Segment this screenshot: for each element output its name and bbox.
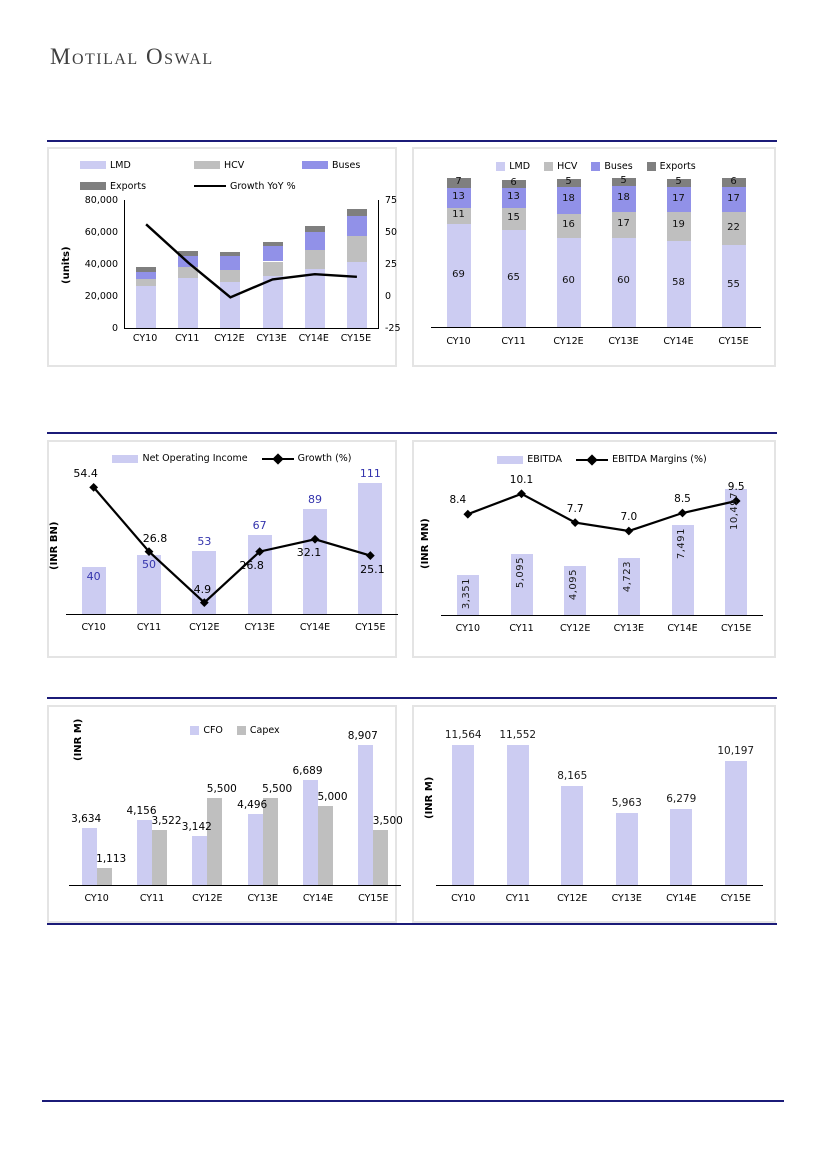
legend-label: Growth YoY % <box>230 180 296 192</box>
line-label: 7.0 <box>620 511 638 523</box>
legend-label: HCV <box>557 161 578 172</box>
line-label: 8.4 <box>449 494 467 507</box>
legend-label: CFO <box>203 725 223 736</box>
segment-label: 22 <box>727 221 740 233</box>
legend-label: Buses <box>332 159 361 171</box>
x-tick-label: CY13E <box>611 893 642 904</box>
bar-label: 4,095 <box>568 568 580 601</box>
chart-panel-inr-m <box>412 705 776 923</box>
bar-label: 3,142 <box>181 820 212 833</box>
legend-item <box>112 453 247 464</box>
x-tick-label: CY10 <box>84 893 109 904</box>
segment-label: 5 <box>675 176 682 188</box>
x-tick-label: CY15E <box>720 623 752 634</box>
bar <box>725 761 747 885</box>
growth-line <box>125 200 378 328</box>
legend-swatch <box>302 161 328 169</box>
bar-label: 5,500 <box>206 783 237 796</box>
bar-label: 1,113 <box>96 852 127 865</box>
bar <box>452 745 474 885</box>
legend-swatch <box>190 726 199 735</box>
x-tick-label: CY15E <box>720 893 751 904</box>
y-axis-title: (INR BN) <box>49 521 60 571</box>
x-tick-label: CY12E <box>214 333 245 344</box>
y2-tick-label: -25 <box>385 323 401 334</box>
bar <box>670 809 692 885</box>
x-tick-label: CY11 <box>139 893 165 904</box>
bar-label: 8,165 <box>557 769 588 782</box>
legend-row <box>194 180 296 192</box>
legend-label: EBITDA <box>527 454 563 465</box>
bar-label: 5,963 <box>611 796 642 809</box>
legend-line-swatch <box>576 459 608 461</box>
bar <box>561 786 583 885</box>
legend-line-swatch <box>262 458 294 460</box>
brand-logo: Motilal Oswal <box>50 44 214 69</box>
bar-label: 5,095 <box>514 556 526 589</box>
legend-swatch <box>544 162 553 171</box>
legend-swatch <box>80 182 106 190</box>
segment-label: 16 <box>562 218 575 230</box>
bar-label: 89 <box>308 492 322 506</box>
y-tick-label: 40,000 <box>84 259 118 270</box>
line-label: 10.1 <box>509 473 534 486</box>
legend-swatch <box>80 161 106 169</box>
y2-tick-label: 75 <box>385 195 398 206</box>
bar-capex <box>318 806 333 885</box>
line-marker <box>311 535 320 544</box>
x-tick-label: CY13E <box>244 622 275 633</box>
legend-swatch <box>591 162 600 171</box>
legend-item <box>544 161 577 172</box>
segment-label: 6 <box>510 177 517 188</box>
x-tick-label: CY10 <box>132 333 158 344</box>
chart-panel-ebitda <box>412 440 776 658</box>
legend-item <box>194 181 296 192</box>
y-axis-title: (INR MN) <box>420 518 431 570</box>
legend <box>431 160 761 173</box>
x-tick-label: CY13E <box>256 333 287 344</box>
segment-label: 17 <box>727 192 740 204</box>
legend-label: Net Operating Income <box>142 453 248 464</box>
segment-label: 15 <box>507 212 520 223</box>
legend-line-swatch <box>194 185 226 187</box>
x-tick-label: CY15E <box>355 622 386 633</box>
legend-label: Buses <box>604 161 633 172</box>
legend-row <box>194 159 244 171</box>
y2-tick-label: 25 <box>385 259 398 270</box>
chart-net-operating-income <box>49 442 395 656</box>
x-tick-label: CY15E <box>340 333 372 344</box>
bar-label: 6,279 <box>666 792 697 805</box>
y-axis-title: (INR M) <box>424 776 435 820</box>
x-tick-label: CY14E <box>663 336 694 347</box>
x-tick-label: CY14E <box>298 333 329 344</box>
bar-capex <box>152 830 167 886</box>
bar-label: 3,351 <box>460 577 472 609</box>
line-label: 25.1 <box>360 562 385 576</box>
line-marker <box>571 518 580 527</box>
bar-cfo <box>137 820 152 885</box>
legend-swatch <box>112 455 138 463</box>
line-label: 32.1 <box>296 546 322 560</box>
segment-label: 58 <box>672 276 685 288</box>
segment-label: 7 <box>455 176 462 188</box>
line-marker <box>463 510 472 519</box>
segment-label: 17 <box>672 192 685 204</box>
bar-label: 67 <box>252 518 267 532</box>
legend-item <box>591 161 632 172</box>
bar-cfo <box>192 836 207 886</box>
plot-area <box>441 477 763 616</box>
legend-item <box>80 160 131 171</box>
line-marker <box>517 489 526 498</box>
bar-label: 7,491 <box>675 528 687 560</box>
chart-volume-mix <box>414 149 774 365</box>
x-tick-label: CY11 <box>136 622 162 633</box>
bar-label: 40 <box>86 569 101 583</box>
x-tick-label: CY14E <box>299 622 331 633</box>
x-tick-label: CY13E <box>608 336 639 347</box>
section-rule-2 <box>47 432 777 434</box>
bar-label: 111 <box>359 466 381 480</box>
segment-label: 19 <box>672 219 685 231</box>
segment-label: 18 <box>617 191 630 203</box>
segment-label: 13 <box>452 191 465 203</box>
legend-item <box>576 454 707 465</box>
line-series <box>441 477 763 615</box>
segment-label: 65 <box>507 271 520 283</box>
x-tick-label: CY11 <box>175 333 200 344</box>
legend-swatch <box>237 726 246 735</box>
x-tick-label: CY15E <box>358 893 389 904</box>
section-rule-1 <box>47 140 777 142</box>
segment-label: 11 <box>452 209 465 220</box>
legend-swatch <box>647 162 656 171</box>
plot-area <box>124 200 379 329</box>
bar-label: 3,522 <box>151 814 182 827</box>
x-tick-label: CY10 <box>81 622 106 633</box>
legend-label: Growth (%) <box>297 453 352 464</box>
x-tick-label: CY11 <box>501 336 526 347</box>
segment-label: 17 <box>617 217 630 229</box>
y2-tick-label: 0 <box>385 291 392 302</box>
y-tick-label: 80,000 <box>84 195 118 206</box>
legend-label: Exports <box>110 180 147 192</box>
bar-label: 4,723 <box>621 561 633 593</box>
legend <box>66 452 398 465</box>
y-tick-label: 0 <box>111 323 118 334</box>
segment-label: 5 <box>565 176 572 188</box>
bar-label: 8,907 <box>347 729 378 742</box>
chart-panel-volume-units <box>47 147 401 367</box>
legend-item <box>80 181 146 192</box>
y-axis-title: (INR M) <box>73 718 84 762</box>
y2-tick-label: 50 <box>385 227 398 238</box>
legend-swatch <box>497 456 523 464</box>
legend-row <box>80 159 131 171</box>
chart-panel-net-operating-income <box>47 440 397 658</box>
x-tick-label: CY12E <box>189 622 220 633</box>
segment-label: 6 <box>730 175 737 187</box>
segment-label: 69 <box>452 268 465 280</box>
legend-item <box>190 725 223 736</box>
x-tick-label: CY14E <box>666 893 697 904</box>
bar-capex <box>263 798 278 885</box>
x-tick-label: CY12E <box>557 893 588 904</box>
section-rule-4 <box>47 923 777 925</box>
legend-item <box>237 725 280 736</box>
segment-label: 5 <box>620 174 627 186</box>
legend-item <box>496 161 530 172</box>
segment-label: 60 <box>617 275 630 287</box>
footer-rule <box>42 1100 784 1102</box>
bar-label: 5,500 <box>262 783 293 796</box>
legend-label: LMD <box>509 161 531 172</box>
bar-label: 10,497 <box>729 492 741 530</box>
line-label: 26.8 <box>239 558 264 572</box>
bar-capex <box>97 868 112 886</box>
legend-label: LMD <box>110 159 131 171</box>
legend <box>441 453 763 466</box>
line-label: 26.8 <box>142 531 168 545</box>
legend-item <box>262 453 352 464</box>
bar-label: 10,197 <box>717 745 755 758</box>
bar-label: 4,156 <box>126 804 157 817</box>
bar-label: 3,500 <box>372 814 403 827</box>
legend-item <box>194 160 244 171</box>
bar-capex <box>207 798 222 885</box>
x-tick-label: CY13E <box>613 623 645 634</box>
bar-label: 4,496 <box>237 799 268 812</box>
chart-inr-m <box>414 707 774 921</box>
bar-label: 11,564 <box>444 728 482 741</box>
chart-panel-cfo-capex <box>47 705 403 923</box>
legend-swatch <box>496 162 505 171</box>
x-tick-label: CY11 <box>509 623 534 634</box>
legend-item <box>647 161 696 172</box>
legend-item <box>497 454 562 465</box>
x-tick-label: CY13E <box>247 893 278 904</box>
legend-label: EBITDA Margins (%) <box>612 454 707 465</box>
chart-ebitda <box>414 442 774 656</box>
legend-label: HCV <box>224 159 245 171</box>
line-label: 9.5 <box>727 481 745 493</box>
chart-panel-volume-mix <box>412 147 776 367</box>
y-tick-label: 20,000 <box>84 291 118 302</box>
y-axis-title: (units) <box>61 246 72 284</box>
x-tick-label: CY12E <box>559 623 591 634</box>
section-rule-3 <box>47 697 777 699</box>
line-label: 54.4 <box>73 467 98 481</box>
legend-label: Capex <box>249 725 280 736</box>
segment-label: 13 <box>507 191 520 203</box>
bar-cfo <box>248 814 263 885</box>
y-tick-label: 60,000 <box>84 227 118 238</box>
x-tick-label: CY14E <box>302 893 334 904</box>
bar-label: 6,689 <box>292 764 323 777</box>
x-tick-label: CY11 <box>505 893 530 904</box>
bar-label: 53 <box>197 535 212 549</box>
legend-label: Exports <box>659 161 696 172</box>
segment-label: 18 <box>562 193 575 205</box>
line-marker <box>366 551 375 560</box>
legend-swatch <box>194 161 220 169</box>
segment-label: 55 <box>727 279 740 290</box>
bar-label: 50 <box>142 557 156 571</box>
line-label: 7.7 <box>566 502 584 515</box>
line-label: 8.5 <box>674 493 691 505</box>
x-tick-label: CY12E <box>192 893 223 904</box>
x-tick-label: CY15E <box>718 336 749 347</box>
x-tick-label: CY14E <box>667 623 698 634</box>
bar-label: 3,634 <box>71 812 102 825</box>
bar <box>507 745 529 885</box>
bar-capex <box>373 830 388 885</box>
legend-row <box>80 180 146 192</box>
line-marker <box>678 509 687 518</box>
line-marker <box>624 527 633 536</box>
segment-label: 60 <box>562 275 575 287</box>
legend-row <box>302 159 360 171</box>
bar <box>616 813 638 885</box>
bar-label: 11,552 <box>499 728 537 741</box>
x-tick-label: CY12E <box>553 336 584 347</box>
x-tick-label: CY10 <box>451 893 476 904</box>
plot-area <box>431 175 761 328</box>
x-tick-label: CY10 <box>455 623 480 634</box>
chart-volume-units <box>49 149 401 365</box>
chart-cfo-capex <box>49 707 403 921</box>
legend-item <box>302 160 360 171</box>
x-tick-label: CY10 <box>446 336 471 347</box>
line-label: 4.9 <box>193 582 212 596</box>
bar-label: 5,000 <box>317 791 348 804</box>
